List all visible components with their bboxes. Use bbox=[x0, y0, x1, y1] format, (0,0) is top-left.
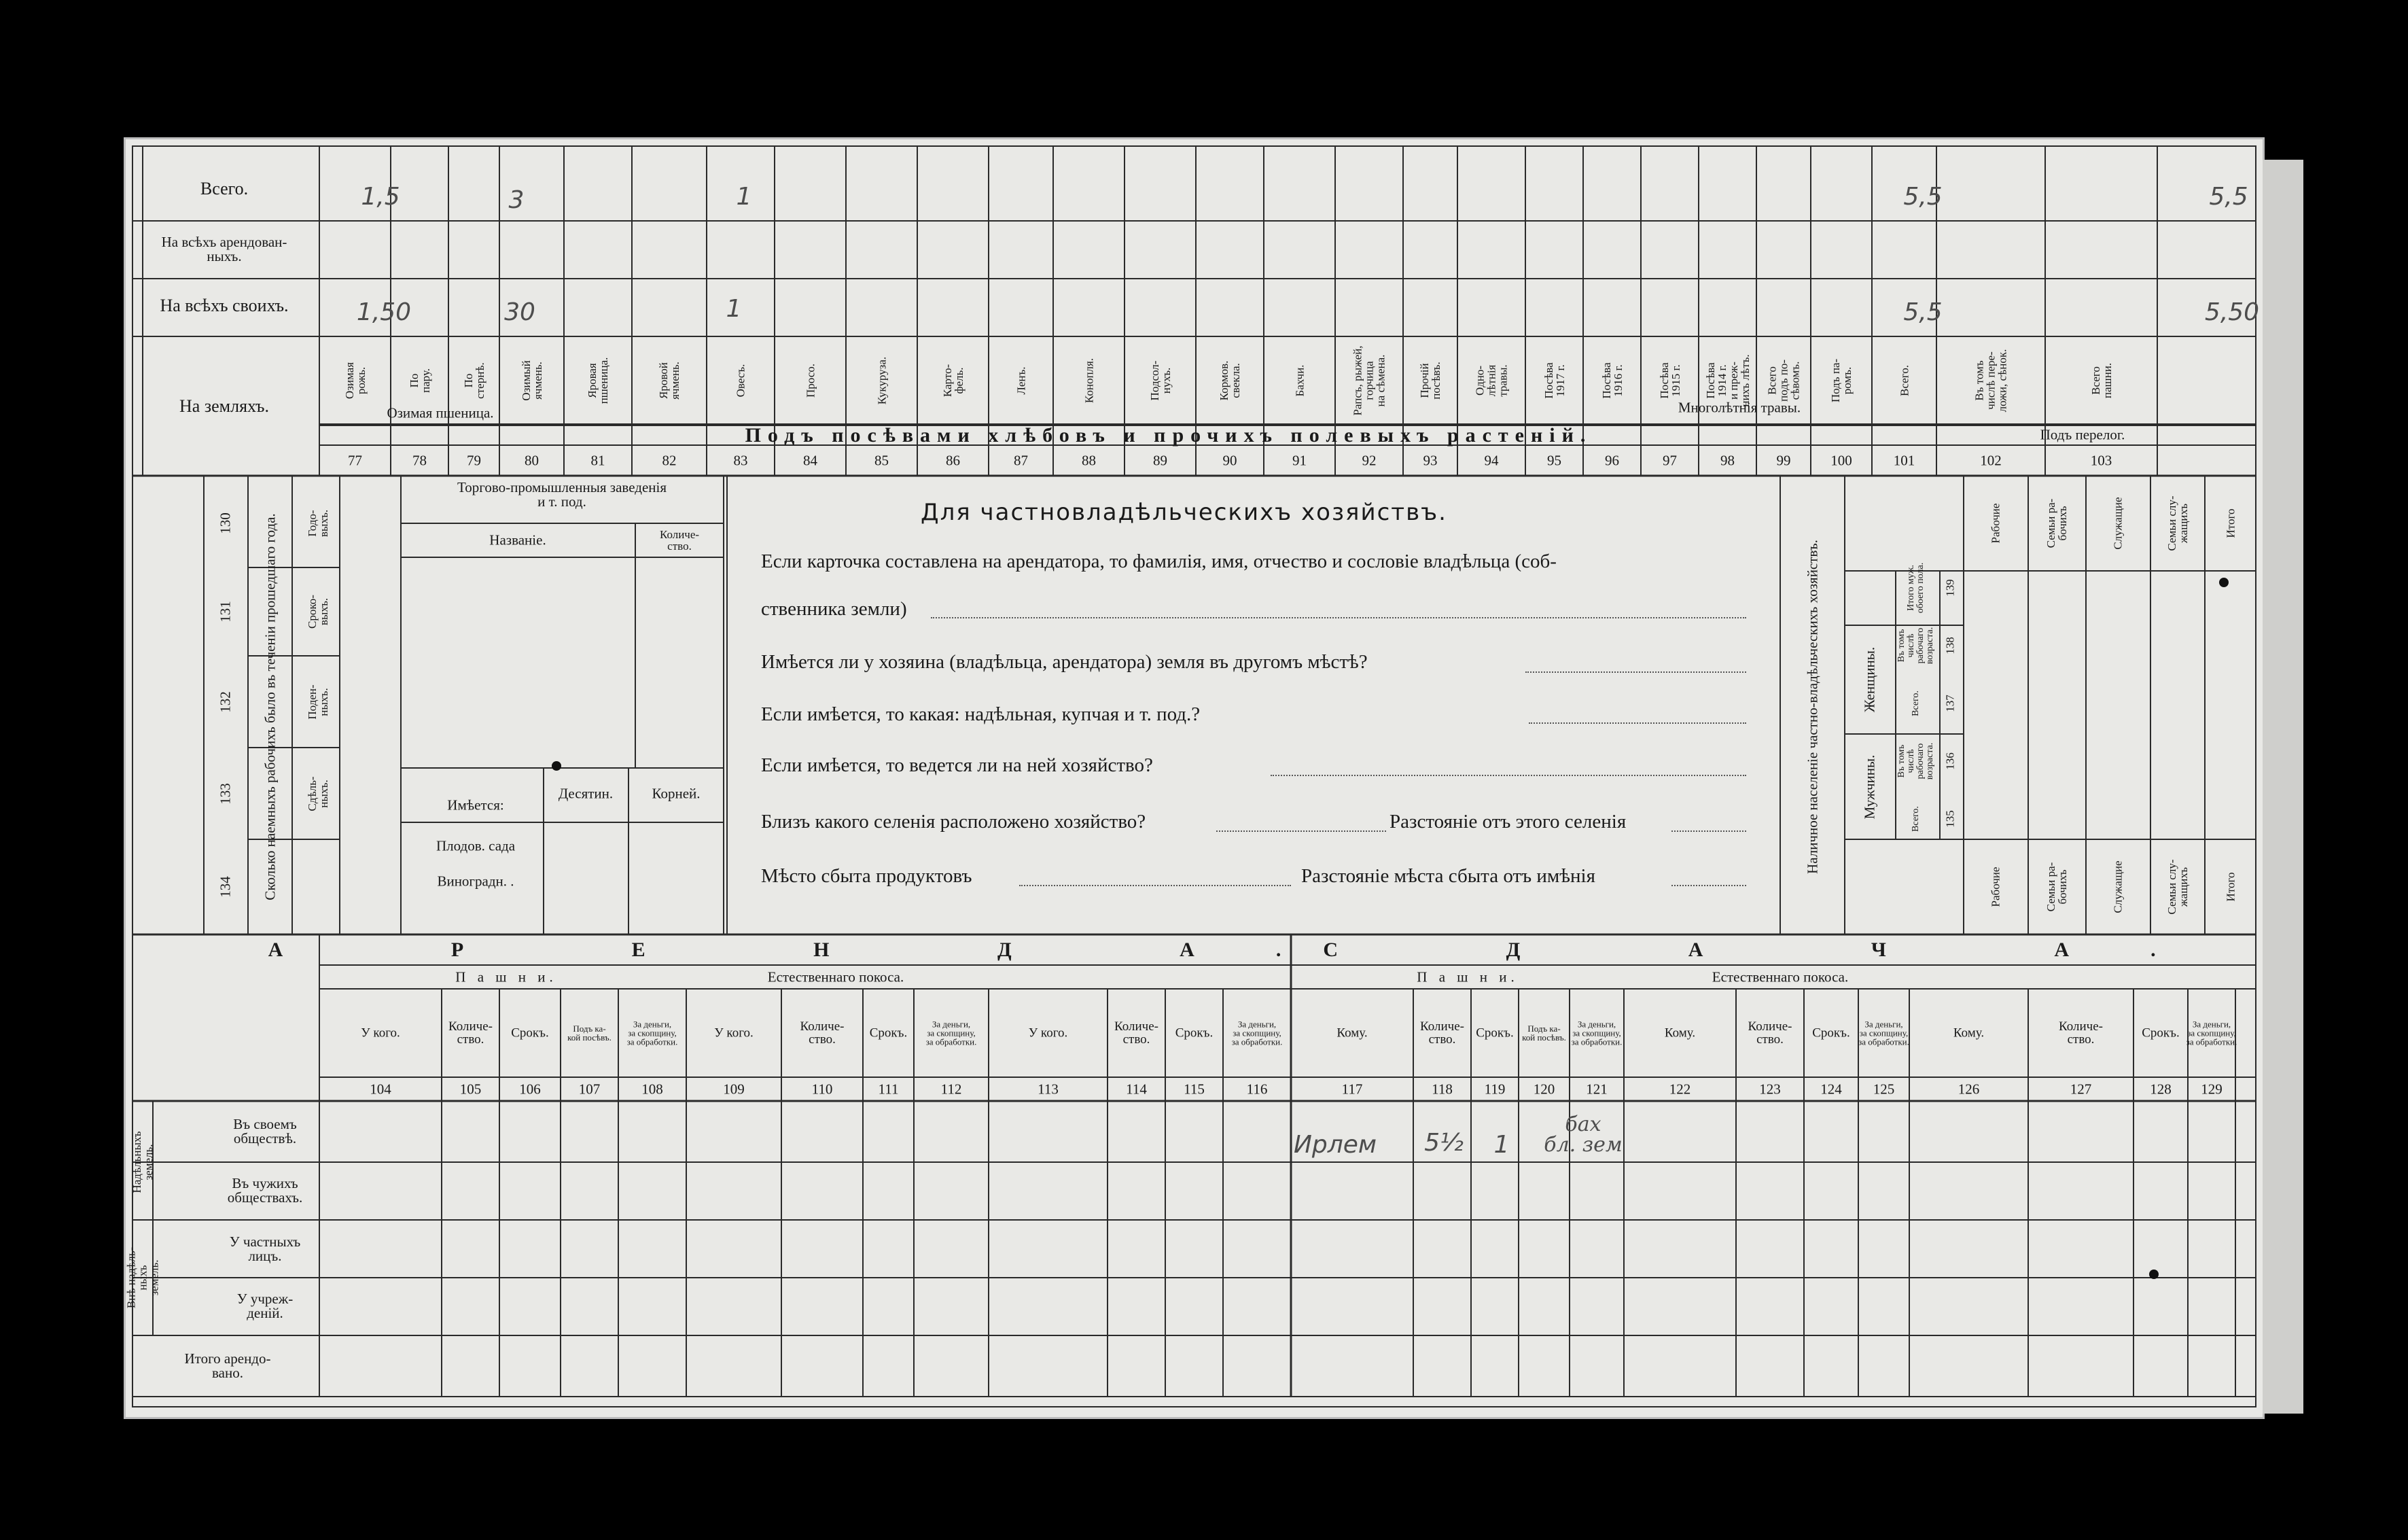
bottom-col-header-104: У кого. bbox=[361, 1026, 400, 1040]
question-4: Если имѣется, то ведется ли на ней хозяйство? bbox=[761, 754, 1153, 776]
top-col-number-94: 94 bbox=[1484, 452, 1499, 469]
bottom-col-header-120: Подъ ка- кой посѣвъ. bbox=[1522, 1023, 1566, 1043]
hw-vsego-99: 5,5 bbox=[1903, 183, 1943, 211]
row-svoem-obshchestve: Въ своемъ обществѣ. bbox=[233, 1116, 297, 1147]
bottom-col-header-122: Кому. bbox=[1664, 1026, 1696, 1040]
answer-line-3[interactable] bbox=[1529, 722, 1746, 724]
top-col-header-93: Прочій посѣвъ. bbox=[1418, 362, 1442, 400]
top-col-number-99: 99 bbox=[1776, 452, 1791, 469]
worker-number-133: 133 bbox=[217, 783, 234, 805]
right-col-bottom-4: Итого bbox=[2224, 872, 2237, 902]
top-col-header-79: По стернѣ. bbox=[461, 362, 486, 399]
mnogoletnie-caption: Многолѣтнія травы. bbox=[1678, 399, 1801, 416]
right-col-bottom-1: Семьи ра- бочихъ bbox=[2044, 862, 2069, 912]
worker-number-134: 134 bbox=[217, 876, 234, 898]
top-col-header-96: Посѣва 1916 г. bbox=[1599, 362, 1625, 399]
bottom-col-number-124: 124 bbox=[1820, 1081, 1842, 1098]
bottom-col-number-122: 122 bbox=[1669, 1081, 1691, 1098]
top-col-number-83: 83 bbox=[733, 452, 748, 469]
bottom-col-number-129: 129 bbox=[2201, 1081, 2223, 1098]
bottom-col-header-117: Кому. bbox=[1336, 1026, 1368, 1040]
hw-svoih-77: 1,50 bbox=[356, 298, 412, 326]
top-col-number-92: 92 bbox=[1362, 452, 1377, 469]
top-col-header-83: Овесъ. bbox=[734, 364, 747, 398]
arenda-pashni: П а ш н и. bbox=[455, 968, 557, 985]
top-col-number-95: 95 bbox=[1547, 452, 1561, 469]
bottom-col-number-105: 105 bbox=[459, 1081, 482, 1098]
pop-header-138: Въ томъ числѣ рабочаго возраста. bbox=[1896, 627, 1935, 665]
top-col-number-86: 86 bbox=[946, 452, 960, 469]
right-col-top-1: Семьи ра- бочихъ bbox=[2044, 498, 2069, 548]
answer-line-5b[interactable] bbox=[1671, 830, 1746, 832]
hw-vsego-79: 3 bbox=[508, 186, 525, 214]
korney-header: Корней. bbox=[652, 785, 701, 802]
row-chuzhih-obshchestvah: Въ чужихъ обществахъ. bbox=[227, 1175, 303, 1206]
right-col-top-0: Рабочие bbox=[1989, 503, 2002, 544]
top-col-header-91: Бахчи. bbox=[1293, 364, 1306, 397]
bottom-col-header-129: За деньги, за скопщину, за обработки. bbox=[2186, 1019, 2237, 1047]
pod-perelog-caption: Подъ перелог. bbox=[2040, 426, 2125, 443]
bottom-col-number-108: 108 bbox=[641, 1081, 663, 1098]
row-label-na-zemlyah: На земляхъ. bbox=[179, 396, 269, 416]
ink-spot bbox=[2219, 578, 2229, 587]
question-3: Если имѣется, то какая: надѣльная, купчая и т. под.? bbox=[761, 703, 1201, 725]
answer-line-5a[interactable] bbox=[1216, 830, 1386, 832]
right-col-bottom-0: Рабочие bbox=[1989, 867, 2002, 907]
bottom-col-header-105: Количе- ство. bbox=[448, 1019, 493, 1047]
hw-sdacha-komu: Ирлем bbox=[1293, 1131, 1377, 1159]
worker-label-132: Поден- ныхъ. bbox=[306, 684, 330, 720]
hw-vsego-82: 1 bbox=[736, 183, 752, 211]
top-col-number-103: 103 bbox=[2090, 452, 2112, 469]
bottom-col-number-126: 126 bbox=[1958, 1081, 1980, 1098]
bottom-col-number-110: 110 bbox=[811, 1081, 833, 1098]
top-col-number-77: 77 bbox=[348, 452, 362, 469]
pop-header-136: Въ томъ числѣ рабочаго возраста. bbox=[1896, 742, 1935, 780]
bottom-col-header-111: Срокъ. bbox=[869, 1026, 908, 1040]
top-col-header-80: Озимый ячмень. bbox=[519, 360, 544, 401]
bottom-col-header-123: Количе- ство. bbox=[1748, 1019, 1792, 1047]
bottom-col-number-118: 118 bbox=[1432, 1081, 1453, 1098]
question-6a: Мѣсто сбыта продуктовъ bbox=[761, 865, 972, 887]
top-col-number-96: 96 bbox=[1605, 452, 1619, 469]
hw-svoih-79: 30 bbox=[504, 298, 535, 326]
bottom-col-header-118: Количе- ство. bbox=[1420, 1019, 1464, 1047]
top-col-number-102: 102 bbox=[1980, 452, 2002, 469]
bottom-col-header-116: За деньги, за скопщину, за обработки. bbox=[1231, 1019, 1283, 1047]
question-5a: Близъ какого селенія расположено хозяйство? bbox=[761, 811, 1146, 833]
top-col-header-95: Посѣва 1917 г. bbox=[1542, 362, 1567, 399]
top-col-number-88: 88 bbox=[1082, 452, 1096, 469]
zhen-label: Женщины. bbox=[1861, 646, 1878, 713]
bottom-col-header-126: Кому. bbox=[1953, 1026, 1985, 1040]
worker-number-130: 130 bbox=[217, 512, 234, 534]
top-col-number-84: 84 bbox=[803, 452, 817, 469]
pop-number-135: 135 bbox=[1943, 810, 1957, 828]
vinograd-label: Виноградн. . bbox=[437, 873, 514, 890]
ink-spot bbox=[552, 761, 561, 771]
pop-header-139: Итого муж. обоего пола. bbox=[1906, 562, 1926, 614]
hw-vsego-103: 5,5 bbox=[2209, 183, 2248, 211]
top-col-number-80: 80 bbox=[525, 452, 539, 469]
top-col-header-86: Карто- фель. bbox=[940, 364, 966, 398]
trade-name-header: Названіе. bbox=[489, 531, 546, 548]
pop-number-139: 139 bbox=[1943, 579, 1957, 597]
question-5b: Разстояніе отъ этого селенія bbox=[1389, 811, 1627, 833]
top-col-header-87: Ленъ. bbox=[1014, 366, 1027, 395]
bottom-col-number-120: 120 bbox=[1533, 1081, 1555, 1098]
pop-number-136: 136 bbox=[1943, 752, 1957, 770]
arenda-pokos: Естественнаго покоса. bbox=[767, 968, 904, 985]
top-col-number-81: 81 bbox=[590, 452, 605, 469]
answer-line-6a[interactable] bbox=[1019, 885, 1291, 886]
ink-spot bbox=[2149, 1270, 2159, 1279]
population-side-label: Наличное населеніе частно-владѣльческихъ хозяйствъ. bbox=[1804, 540, 1821, 874]
answer-line-2[interactable] bbox=[1525, 671, 1746, 673]
bottom-col-number-114: 114 bbox=[1126, 1081, 1147, 1098]
question-6b: Разстояніе мѣста сбыта отъ имѣнія bbox=[1301, 865, 1595, 887]
hw-svoih-82: 1 bbox=[726, 295, 742, 323]
top-col-header-102: Въ томъ числѣ пере- ложи, сѣнок. bbox=[1972, 349, 2009, 413]
workers-side-label: Сколько наемныхъ рабочихъ было въ теченіи прошедшаго года. bbox=[262, 513, 279, 900]
worker-number-131: 131 bbox=[217, 601, 234, 623]
question-1a: Если карточка составлена на арендатора, то фамилія, имя, отчество и сословіе владѣльца (соб- bbox=[761, 550, 1557, 572]
top-col-number-82: 82 bbox=[662, 452, 677, 469]
top-col-header-81: Яровая пшеница. bbox=[586, 357, 610, 404]
top-col-header-78: По пару. bbox=[407, 368, 432, 393]
top-col-header-89: Подсол- нухъ. bbox=[1148, 360, 1173, 401]
top-col-number-98: 98 bbox=[1720, 452, 1735, 469]
top-col-header-103: Всего пашни. bbox=[2089, 362, 2114, 399]
top-col-header-100: Подъ па- ромъ. bbox=[1829, 358, 1854, 403]
right-col-bottom-2: Служащие bbox=[2111, 860, 2125, 913]
pop-header-137: Всего. bbox=[1911, 690, 1921, 716]
bottom-col-header-121: За деньги, за скопщину, за обработки. bbox=[1571, 1019, 1623, 1047]
bottom-col-number-119: 119 bbox=[1484, 1081, 1506, 1098]
right-col-top-3: Семьи слу- жащихъ bbox=[2165, 495, 2190, 551]
top-col-header-94: Одно- лѣтнія травы. bbox=[1473, 364, 1510, 397]
top-col-number-85: 85 bbox=[874, 452, 889, 469]
bottom-col-number-127: 127 bbox=[2070, 1081, 2092, 1098]
top-col-number-93: 93 bbox=[1423, 452, 1438, 469]
bottom-col-header-119: Срокъ. bbox=[1476, 1026, 1514, 1040]
top-col-number-79: 79 bbox=[467, 452, 481, 469]
bottom-col-number-116: 116 bbox=[1246, 1081, 1268, 1098]
top-col-number-90: 90 bbox=[1222, 452, 1237, 469]
row-label-vsego: Всего. bbox=[200, 179, 249, 198]
bottom-col-number-109: 109 bbox=[723, 1081, 745, 1098]
nadel-label: Надѣльныхъ земель. bbox=[130, 1131, 155, 1193]
sdacha-pokos: Естественнаго покоса. bbox=[1712, 968, 1849, 985]
top-col-number-89: 89 bbox=[1153, 452, 1167, 469]
top-col-header-84: Просо. bbox=[804, 364, 817, 398]
top-col-header-88: Конопля. bbox=[1082, 357, 1095, 404]
top-col-number-101: 101 bbox=[1893, 452, 1915, 469]
bottom-col-number-111: 111 bbox=[878, 1081, 899, 1098]
bottom-col-header-114: Количе- ство. bbox=[1114, 1019, 1158, 1047]
trade-qty-header: Количе- ство. bbox=[659, 528, 700, 553]
top-col-number-78: 78 bbox=[412, 452, 427, 469]
hw-sdacha-posev: бах бл. зем bbox=[1544, 1113, 1623, 1157]
desyatin-header: Десятин. bbox=[558, 785, 614, 802]
bottom-col-number-113: 113 bbox=[1038, 1081, 1059, 1098]
pop-header-135: Всего. bbox=[1911, 806, 1921, 832]
sdacha-banner: С Д А Ч А. bbox=[1323, 939, 2237, 961]
arenda-banner: А Р Е Н Д А. bbox=[268, 939, 1363, 961]
hw-sdacha-qty: 5½ bbox=[1424, 1129, 1464, 1157]
top-col-number-87: 87 bbox=[1014, 452, 1028, 469]
bottom-col-header-115: Срокъ. bbox=[1175, 1026, 1214, 1040]
worker-label-130: Годо- выхъ. bbox=[306, 509, 330, 538]
hw-svoih-103: 5,50 bbox=[2204, 298, 2260, 326]
bottom-col-number-115: 115 bbox=[1184, 1081, 1205, 1098]
question-2: Имѣется ли у хозяина (владѣльца, арендатора) земля въ другомъ мѣстѣ? bbox=[761, 651, 1368, 673]
top-col-number-91: 91 bbox=[1292, 452, 1307, 469]
right-col-top-2: Служащие bbox=[2111, 497, 2125, 550]
hw-sdacha-srok: 1 bbox=[1493, 1131, 1510, 1159]
worker-label-133: Сдѣль- ныхъ. bbox=[306, 776, 330, 811]
top-col-header-92: Рапсъ, рыжей, горчица на сѣмена. bbox=[1351, 345, 1387, 416]
answer-line-4[interactable] bbox=[1271, 775, 1746, 776]
row-label-svoih: На всѣхъ своихъ. bbox=[160, 296, 289, 315]
bottom-col-number-121: 121 bbox=[1586, 1081, 1608, 1098]
pod-posevami-banner: Подъ посѣвами хлѣбовъ и прочихъ полевыхъ растеній. bbox=[745, 424, 1593, 447]
right-col-bottom-3: Семьи слу- жащихъ bbox=[2165, 859, 2190, 915]
bottom-col-number-123: 123 bbox=[1759, 1081, 1781, 1098]
question-1b: ственника земли) bbox=[761, 598, 907, 620]
top-col-number-97: 97 bbox=[1663, 452, 1677, 469]
row-chastnyh-lits: У частныхъ лицъ. bbox=[229, 1233, 301, 1264]
top-col-header-99: Всего подъ по- сѣвомъ. bbox=[1765, 359, 1802, 402]
ozimaya-pshenitsa-caption: Озимая пшеница. bbox=[387, 404, 494, 421]
row-uchrezhdeniy: У учреж- деній. bbox=[236, 1291, 294, 1321]
bottom-col-number-112: 112 bbox=[940, 1081, 962, 1098]
row-itogo-arendovano: Итого арендо- вано. bbox=[184, 1350, 271, 1381]
bottom-col-header-128: Срокъ. bbox=[2142, 1026, 2180, 1040]
top-col-number-100: 100 bbox=[1830, 452, 1852, 469]
vne-nadel-label: Внѣ надѣль- ныхъ земель. bbox=[124, 1246, 161, 1309]
top-col-header-85: Кукуруза. bbox=[875, 356, 888, 405]
row-label-arendovannyh: На всѣхъ арендован- ныхъ. bbox=[161, 234, 287, 264]
sdacha-pashni: П а ш н и. bbox=[1417, 968, 1519, 985]
top-col-header-98: Посѣва 1914 г. и преж- нихъ лѣтъ. bbox=[1703, 354, 1752, 407]
bottom-col-header-108: За деньги, за скопщину, за обработки. bbox=[626, 1019, 678, 1047]
imeetsya-label: Имѣется: bbox=[447, 797, 504, 813]
top-col-header-97: Посѣва 1915 г. bbox=[1657, 362, 1682, 399]
muzh-label: Мужчины. bbox=[1861, 754, 1878, 820]
pop-number-137: 137 bbox=[1943, 695, 1957, 712]
bottom-col-header-106: Срокъ. bbox=[511, 1026, 549, 1040]
hw-svoih-99: 5,5 bbox=[1903, 298, 1943, 326]
bottom-col-number-106: 106 bbox=[519, 1081, 541, 1098]
hw-vsego-77: 1,5 bbox=[361, 183, 400, 211]
bottom-col-header-109: У кого. bbox=[714, 1026, 754, 1040]
bottom-col-header-107: Подъ ка- кой посѣвъ. bbox=[567, 1023, 612, 1043]
worker-number-132: 132 bbox=[217, 691, 234, 713]
trade-title: Торгово-промышленныя заведенія и т. под. bbox=[457, 479, 667, 510]
bottom-col-header-112: За деньги, за скопщину, за обработки. bbox=[925, 1019, 977, 1047]
bottom-col-number-128: 128 bbox=[2150, 1081, 2172, 1098]
bottom-col-header-125: За деньги, за скопщину, за обработки. bbox=[1858, 1019, 1909, 1047]
bottom-col-header-113: У кого. bbox=[1028, 1026, 1068, 1040]
form-title: Для частновладѣльческихъ хозяйствъ. bbox=[921, 499, 1447, 526]
top-col-header-90: Кормов. свекла. bbox=[1218, 360, 1242, 401]
right-col-top-4: Итого bbox=[2224, 508, 2237, 538]
bottom-col-header-124: Срокъ. bbox=[1812, 1026, 1850, 1040]
plod-sada-label: Плодов. сада bbox=[436, 837, 516, 854]
bottom-col-number-117: 117 bbox=[1341, 1081, 1363, 1098]
worker-label-131: Сроко- выхъ. bbox=[306, 595, 330, 629]
top-col-header-77: Озимая рожь. bbox=[342, 362, 368, 400]
bottom-col-number-104: 104 bbox=[370, 1081, 391, 1098]
bottom-col-header-127: Количе- ство. bbox=[2059, 1019, 2103, 1047]
bottom-col-number-107: 107 bbox=[578, 1081, 601, 1098]
bottom-col-number-125: 125 bbox=[1873, 1081, 1895, 1098]
pop-number-138: 138 bbox=[1943, 637, 1957, 654]
answer-line-1[interactable] bbox=[931, 617, 1746, 618]
answer-line-6b[interactable] bbox=[1671, 885, 1746, 886]
top-col-header-82: Яровой ячмень. bbox=[657, 362, 681, 400]
bottom-col-header-110: Количе- ство. bbox=[800, 1019, 845, 1047]
top-col-header-101: Всего. bbox=[1898, 365, 1911, 396]
